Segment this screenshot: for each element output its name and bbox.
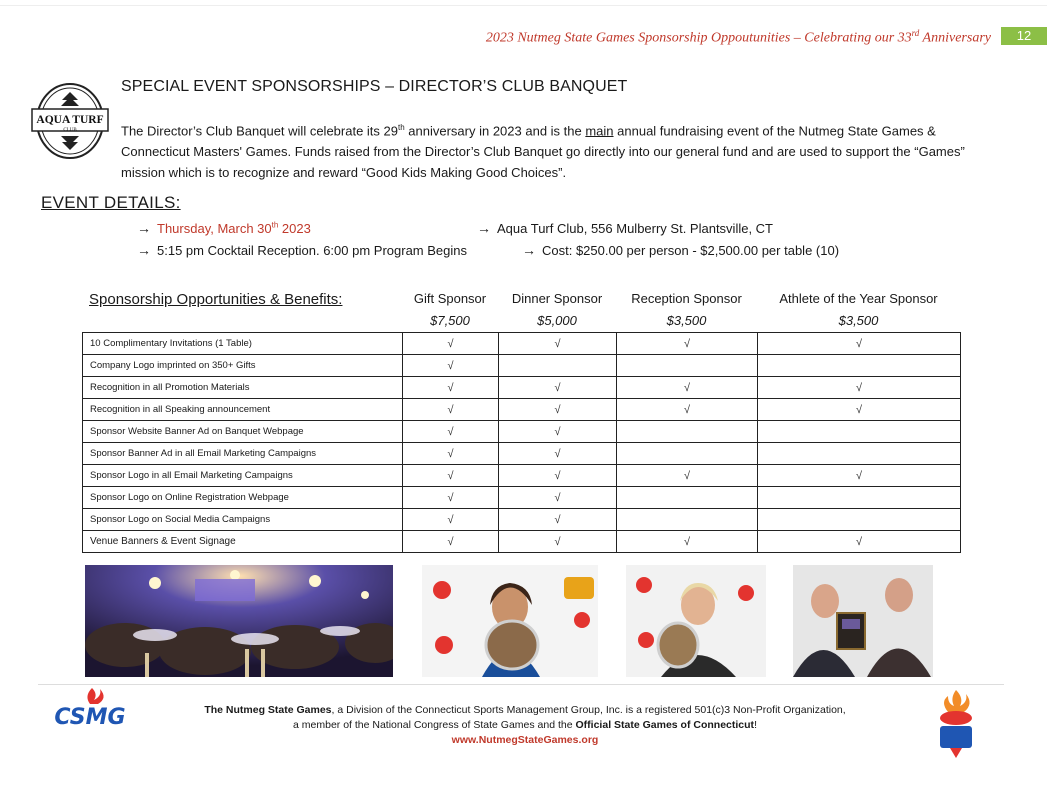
check-mark-icon: √	[554, 337, 561, 350]
award-presentation-photo	[793, 565, 933, 677]
benefit-cell	[758, 355, 961, 377]
document-header-title: 2023 Nutmeg State Games Sponsorship Oppoutunities – Celebrating our 33rd Anniversary	[485, 28, 991, 46]
check-mark-icon: √	[447, 535, 454, 548]
check-mark-icon: √	[554, 469, 561, 482]
benefit-cell	[758, 487, 961, 509]
benefit-cell	[758, 333, 961, 355]
benefit-row	[83, 377, 961, 399]
benefit-cell	[403, 399, 499, 421]
benefit-label: Venue Banners & Event Signage	[83, 531, 403, 553]
event-date: → Thursday, March 30th 2023	[137, 220, 311, 236]
check-mark-icon: √	[554, 535, 561, 548]
column-header-athlete: Athlete of the Year Sponsor	[779, 291, 938, 306]
benefit-cell	[617, 333, 758, 355]
column-price-athlete: $3,500	[838, 313, 879, 328]
benefit-row	[83, 487, 961, 509]
benefit-cell	[617, 443, 758, 465]
benefits-table	[82, 332, 961, 553]
benefit-label: Sponsor Logo in all Email Marketing Campaigns	[83, 465, 403, 487]
benefit-cell	[499, 443, 617, 465]
benefit-cell	[617, 531, 758, 553]
check-mark-icon: √	[447, 513, 454, 526]
check-mark-icon: √	[683, 337, 691, 350]
check-mark-icon: √	[855, 469, 863, 482]
column-header-reception: Reception Sponsor	[631, 291, 742, 306]
top-rule	[0, 5, 1047, 6]
benefit-cell	[758, 509, 961, 531]
svg-text:AQUA TURF: AQUA TURF	[36, 114, 104, 126]
check-mark-icon: √	[447, 491, 454, 504]
benefit-label: Sponsor Banner Ad in all Email Marketing Campaigns	[83, 443, 403, 465]
check-mark-icon: √	[855, 337, 863, 350]
event-venue: → Aqua Turf Club, 556 Mulberry St. Plantsville, CT	[477, 220, 774, 236]
benefit-cell	[499, 531, 617, 553]
benefit-label: Sponsor Logo on Online Registration Webpage	[83, 487, 403, 509]
check-mark-icon: √	[554, 425, 561, 438]
benefit-cell	[403, 377, 499, 399]
banquet-hall-photo	[85, 565, 393, 677]
benefit-cell	[499, 399, 617, 421]
nutmeg-state-games-logo	[934, 688, 978, 758]
check-mark-icon: √	[683, 469, 691, 482]
check-mark-icon: √	[554, 381, 561, 394]
section-title: SPECIAL EVENT SPONSORSHIPS – DIRECTOR’S CLUB BANQUET	[121, 78, 628, 95]
benefit-cell	[403, 443, 499, 465]
benefit-cell	[617, 399, 758, 421]
aqua-turf-club-logo	[31, 82, 109, 160]
benefit-label: Company Logo imprinted on 350+ Gifts	[83, 355, 403, 377]
intro-paragraph: The Director’s Club Banquet will celebrate its 29th anniversary in 2023 and is the main annual fundraising event of the Nutmeg State Games & Connecticut Masters' Games. Funds raised from the Director’s Club Banquet go directly into our general fund and are used to support the “Games” mission which is to recognize and reward “Good Kids Making Good Choices”.	[121, 123, 965, 181]
column-price-gift: $7,500	[430, 313, 470, 328]
footer-rule	[38, 684, 1004, 685]
svg-text:CLUB: CLUB	[63, 128, 77, 133]
benefit-cell	[758, 377, 961, 399]
arrow-right-icon: →	[137, 242, 151, 258]
benefit-cell	[403, 531, 499, 553]
check-mark-icon: √	[447, 337, 454, 350]
benefit-row	[83, 443, 961, 465]
footer-line-1: The Nutmeg State Games, a Division of the Connecticut Sports Management Group, Inc. is a registered 501(c)3 Non-Profit Organization,	[204, 704, 846, 716]
benefit-label: 10 Complimentary Invitations (1 Table)	[83, 333, 403, 355]
check-mark-icon: √	[447, 469, 454, 482]
benefit-cell	[499, 421, 617, 443]
benefit-cell	[403, 333, 499, 355]
footer-text	[160, 703, 890, 748]
website-link[interactable]: www.NutmegStateGames.org	[451, 734, 599, 746]
benefit-row	[83, 421, 961, 443]
benefit-cell	[403, 421, 499, 443]
benefit-cell	[758, 421, 961, 443]
check-mark-icon: √	[855, 381, 863, 394]
benefit-cell	[758, 443, 961, 465]
benefit-cell	[617, 421, 758, 443]
arrow-right-icon: →	[522, 242, 536, 258]
benefit-label: Recognition in all Promotion Materials	[83, 377, 403, 399]
benefit-row	[83, 333, 961, 355]
award-recipient-photo	[626, 565, 766, 677]
column-price-dinner: $5,000	[537, 313, 577, 328]
footer-line-2: a member of the National Congress of State Games and the Official State Games of Connecticut!	[293, 719, 757, 731]
check-mark-icon: √	[554, 513, 561, 526]
benefit-cell	[403, 465, 499, 487]
benefit-row	[83, 465, 961, 487]
benefit-row	[83, 399, 961, 421]
page-number-badge: 12	[1001, 27, 1047, 45]
check-mark-icon: √	[447, 359, 454, 372]
benefit-row	[83, 531, 961, 553]
benefit-cell	[758, 399, 961, 421]
svg-text:CSMG: CSMG	[54, 705, 126, 728]
benefit-label: Sponsor Logo on Social Media Campaigns	[83, 509, 403, 531]
arrow-right-icon: →	[137, 220, 151, 236]
benefit-cell	[617, 377, 758, 399]
check-mark-icon: √	[554, 447, 561, 460]
check-mark-icon: √	[447, 381, 454, 394]
check-mark-icon: √	[554, 403, 561, 416]
opportunities-heading: Sponsorship Opportunities & Benefits:	[89, 291, 343, 308]
check-mark-icon: √	[683, 403, 691, 416]
column-price-reception: $3,500	[666, 313, 707, 328]
benefit-cell	[499, 465, 617, 487]
benefit-cell	[617, 355, 758, 377]
check-mark-icon: √	[683, 381, 691, 394]
benefit-cell	[617, 465, 758, 487]
check-mark-icon: √	[855, 403, 863, 416]
check-mark-icon: √	[447, 403, 454, 416]
check-mark-icon: √	[554, 491, 561, 504]
benefit-cell	[499, 355, 617, 377]
arrow-right-icon: →	[477, 220, 491, 236]
benefit-cell	[403, 509, 499, 531]
benefit-row	[83, 355, 961, 377]
benefit-cell	[499, 487, 617, 509]
event-time: → 5:15 pm Cocktail Reception. 6:00 pm Program Begins	[137, 242, 467, 258]
benefit-cell	[499, 333, 617, 355]
benefit-cell	[617, 509, 758, 531]
award-recipient-photo	[422, 565, 598, 677]
benefit-cell	[499, 509, 617, 531]
benefit-label: Recognition in all Speaking announcement	[83, 399, 403, 421]
check-mark-icon: √	[447, 447, 454, 460]
check-mark-icon: √	[447, 425, 454, 438]
benefit-row	[83, 509, 961, 531]
check-mark-icon: √	[855, 535, 863, 548]
event-details-heading: EVENT DETAILS:	[41, 193, 181, 212]
benefit-cell	[758, 465, 961, 487]
benefit-cell	[499, 377, 617, 399]
benefit-cell	[403, 355, 499, 377]
event-cost: → Cost: $250.00 per person - $2,500.00 per table (10)	[522, 242, 840, 258]
benefit-label: Sponsor Website Banner Ad on Banquet Webpage	[83, 421, 403, 443]
csmg-logo	[52, 686, 128, 728]
column-header-gift: Gift Sponsor	[413, 291, 487, 306]
benefit-cell	[758, 531, 961, 553]
check-mark-icon: √	[683, 535, 691, 548]
benefit-cell	[403, 487, 499, 509]
benefit-cell	[617, 487, 758, 509]
column-header-dinner: Dinner Sponsor	[511, 291, 603, 306]
